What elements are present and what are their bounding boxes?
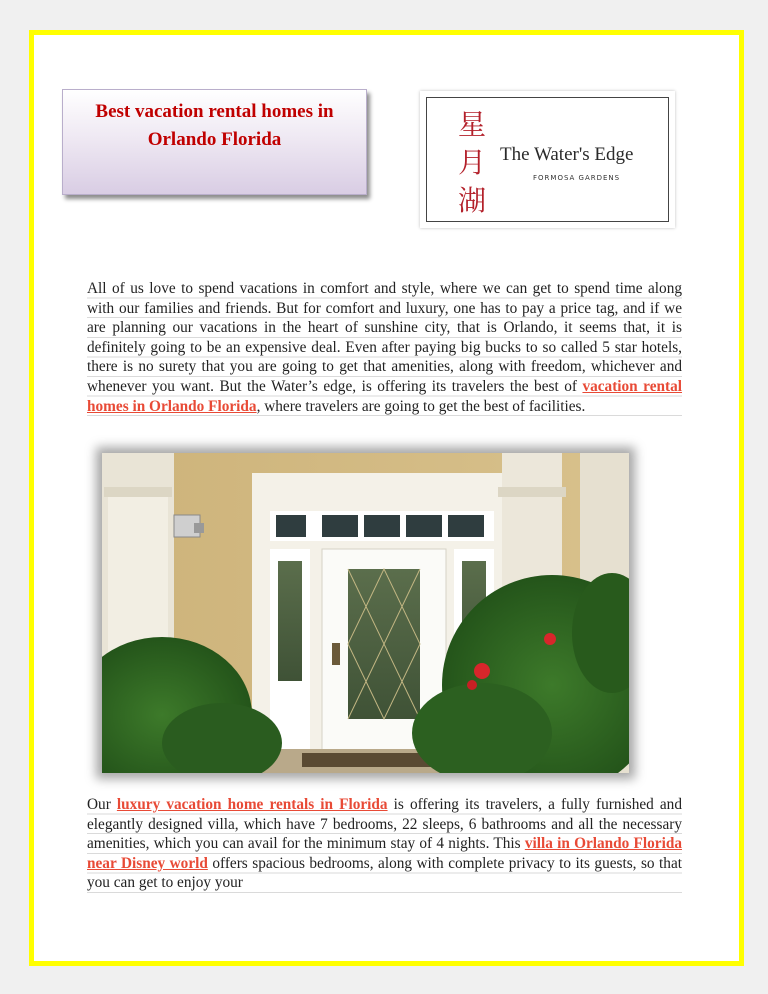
page-title [63,90,366,154]
villa-text-start: Our [87,796,117,813]
logo-kanji-2: 月 [457,146,486,179]
villa-text-end: offers spacious bedrooms, along with complete privacy to its guests, so that you can get to enjoy your [87,854,682,892]
villa-front-door-photo [102,453,629,773]
title-line-1: Best vacation rental homes in [95,101,334,122]
title-line-2: Orlando Florida [147,129,282,150]
document-page [29,30,744,966]
logo-kanji [455,106,489,220]
logo-subtitle: FORMOSA GARDENS [533,174,621,182]
luxury-vacation-home-rentals-link[interactable]: luxury vacation home rentals in Florida [116,796,388,813]
waters-edge-logo [420,91,675,228]
logo-brand-name: The Water's Edge [500,144,634,165]
logo-kanji-3: 湖 [457,184,486,217]
title-box [62,89,367,195]
intro-paragraph [87,279,682,416]
villa-near-disney-link[interactable]: villa in Orlando Florida near Disney world [87,835,682,872]
vacation-rental-homes-link[interactable]: vacation rental homes in Orlando Florida [87,377,682,415]
villa-text-middle: is offering its travelers, a fully furnished and elegantly designed villa, which have 7 bedrooms, 22 sleeps, 6 bathrooms and all the necessary amenities, which you can avail for the minimum stay of 4 nights. This [87,796,682,853]
logo-frame [426,97,669,222]
intro-text: All of us love to spend vacations in comfort and style, where we can get to spend time along with our families and friends. But for comfort and luxury, one has to pay a price tag, and if we are planning our vacations in the heart of sunshine city, that is Orlando, it seems that, it is definitely going to be an expensive deal. Even after paying big bucks to so called 5 star hotels, there is no surety that you are going to get that amenities, along with freedom, whichever and whenever you want. But the Water’s edge, is offering its travelers the best of [87,280,682,395]
intro-text-end: , where travelers are going to get the best of facilities. [256,397,586,415]
logo-kanji-1: 星 [457,108,486,141]
villa-paragraph [87,795,682,893]
